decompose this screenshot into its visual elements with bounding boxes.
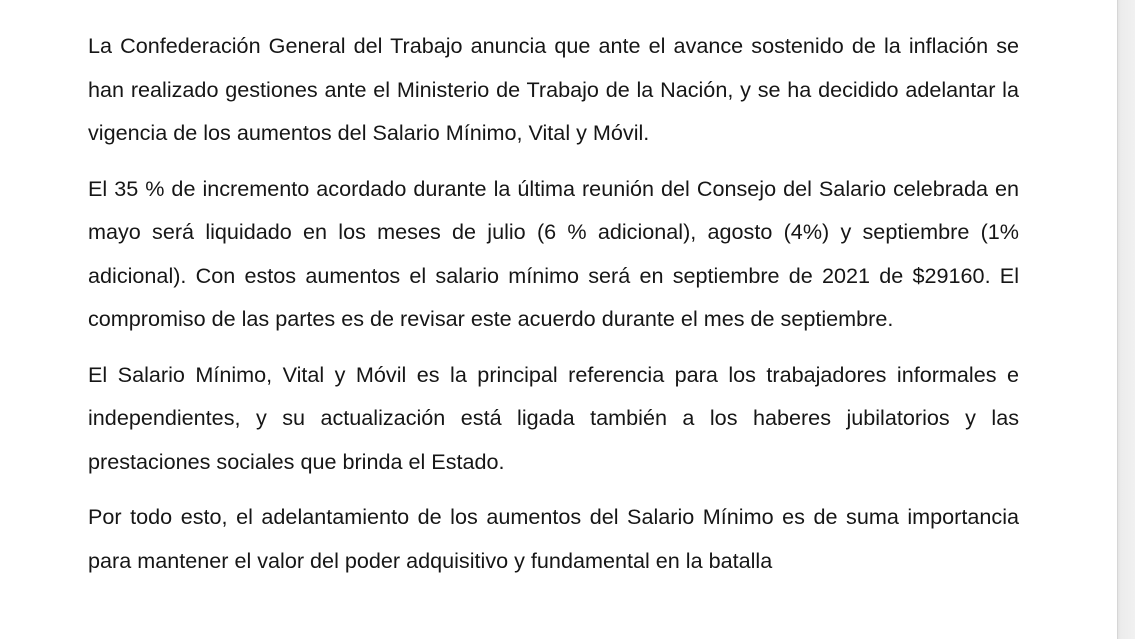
paragraph-importance: Por todo esto, el adelantamiento de los aumentos del Salario Mínimo es de suma importancia para mantener el valor del poder adquisitivo y fundamental en la batalla	[88, 504, 1019, 573]
page-edge-scroll-gutter	[1117, 0, 1135, 639]
document-body	[88, 24, 1019, 582]
paragraph-minimum-wage-reference: El Salario Mínimo, Vital y Móvil es la principal referencia para los trabajadores informales e independientes, y su actualización está ligada también a los haberes jubilatorios y las prestaciones sociales que brinda el Estado.	[88, 361, 1019, 474]
paragraph-increment-schedule: El 35 % de incremento acordado durante la última reunión del Consejo del Salario celebrada en mayo será liquidado en los meses de julio (6 % adicional), agosto (4%) y septiembre (1% adicional). Con estos aumentos el salario mínimo será en septiembre de 2021 de $29160. El compromiso de las partes es de revisar este acuerdo durante el mes de septiembre.	[88, 175, 1019, 331]
paragraph-cgt-announcement: La Confederación General del Trabajo anuncia que ante el avance sostenido de la inflación se han realizado gestiones ante el Ministerio de Trabajo de la Nación, y se ha decidido adelantar la vigencia de los aumentos del Salario Mínimo, Vital y Móvil.	[88, 33, 1019, 145]
